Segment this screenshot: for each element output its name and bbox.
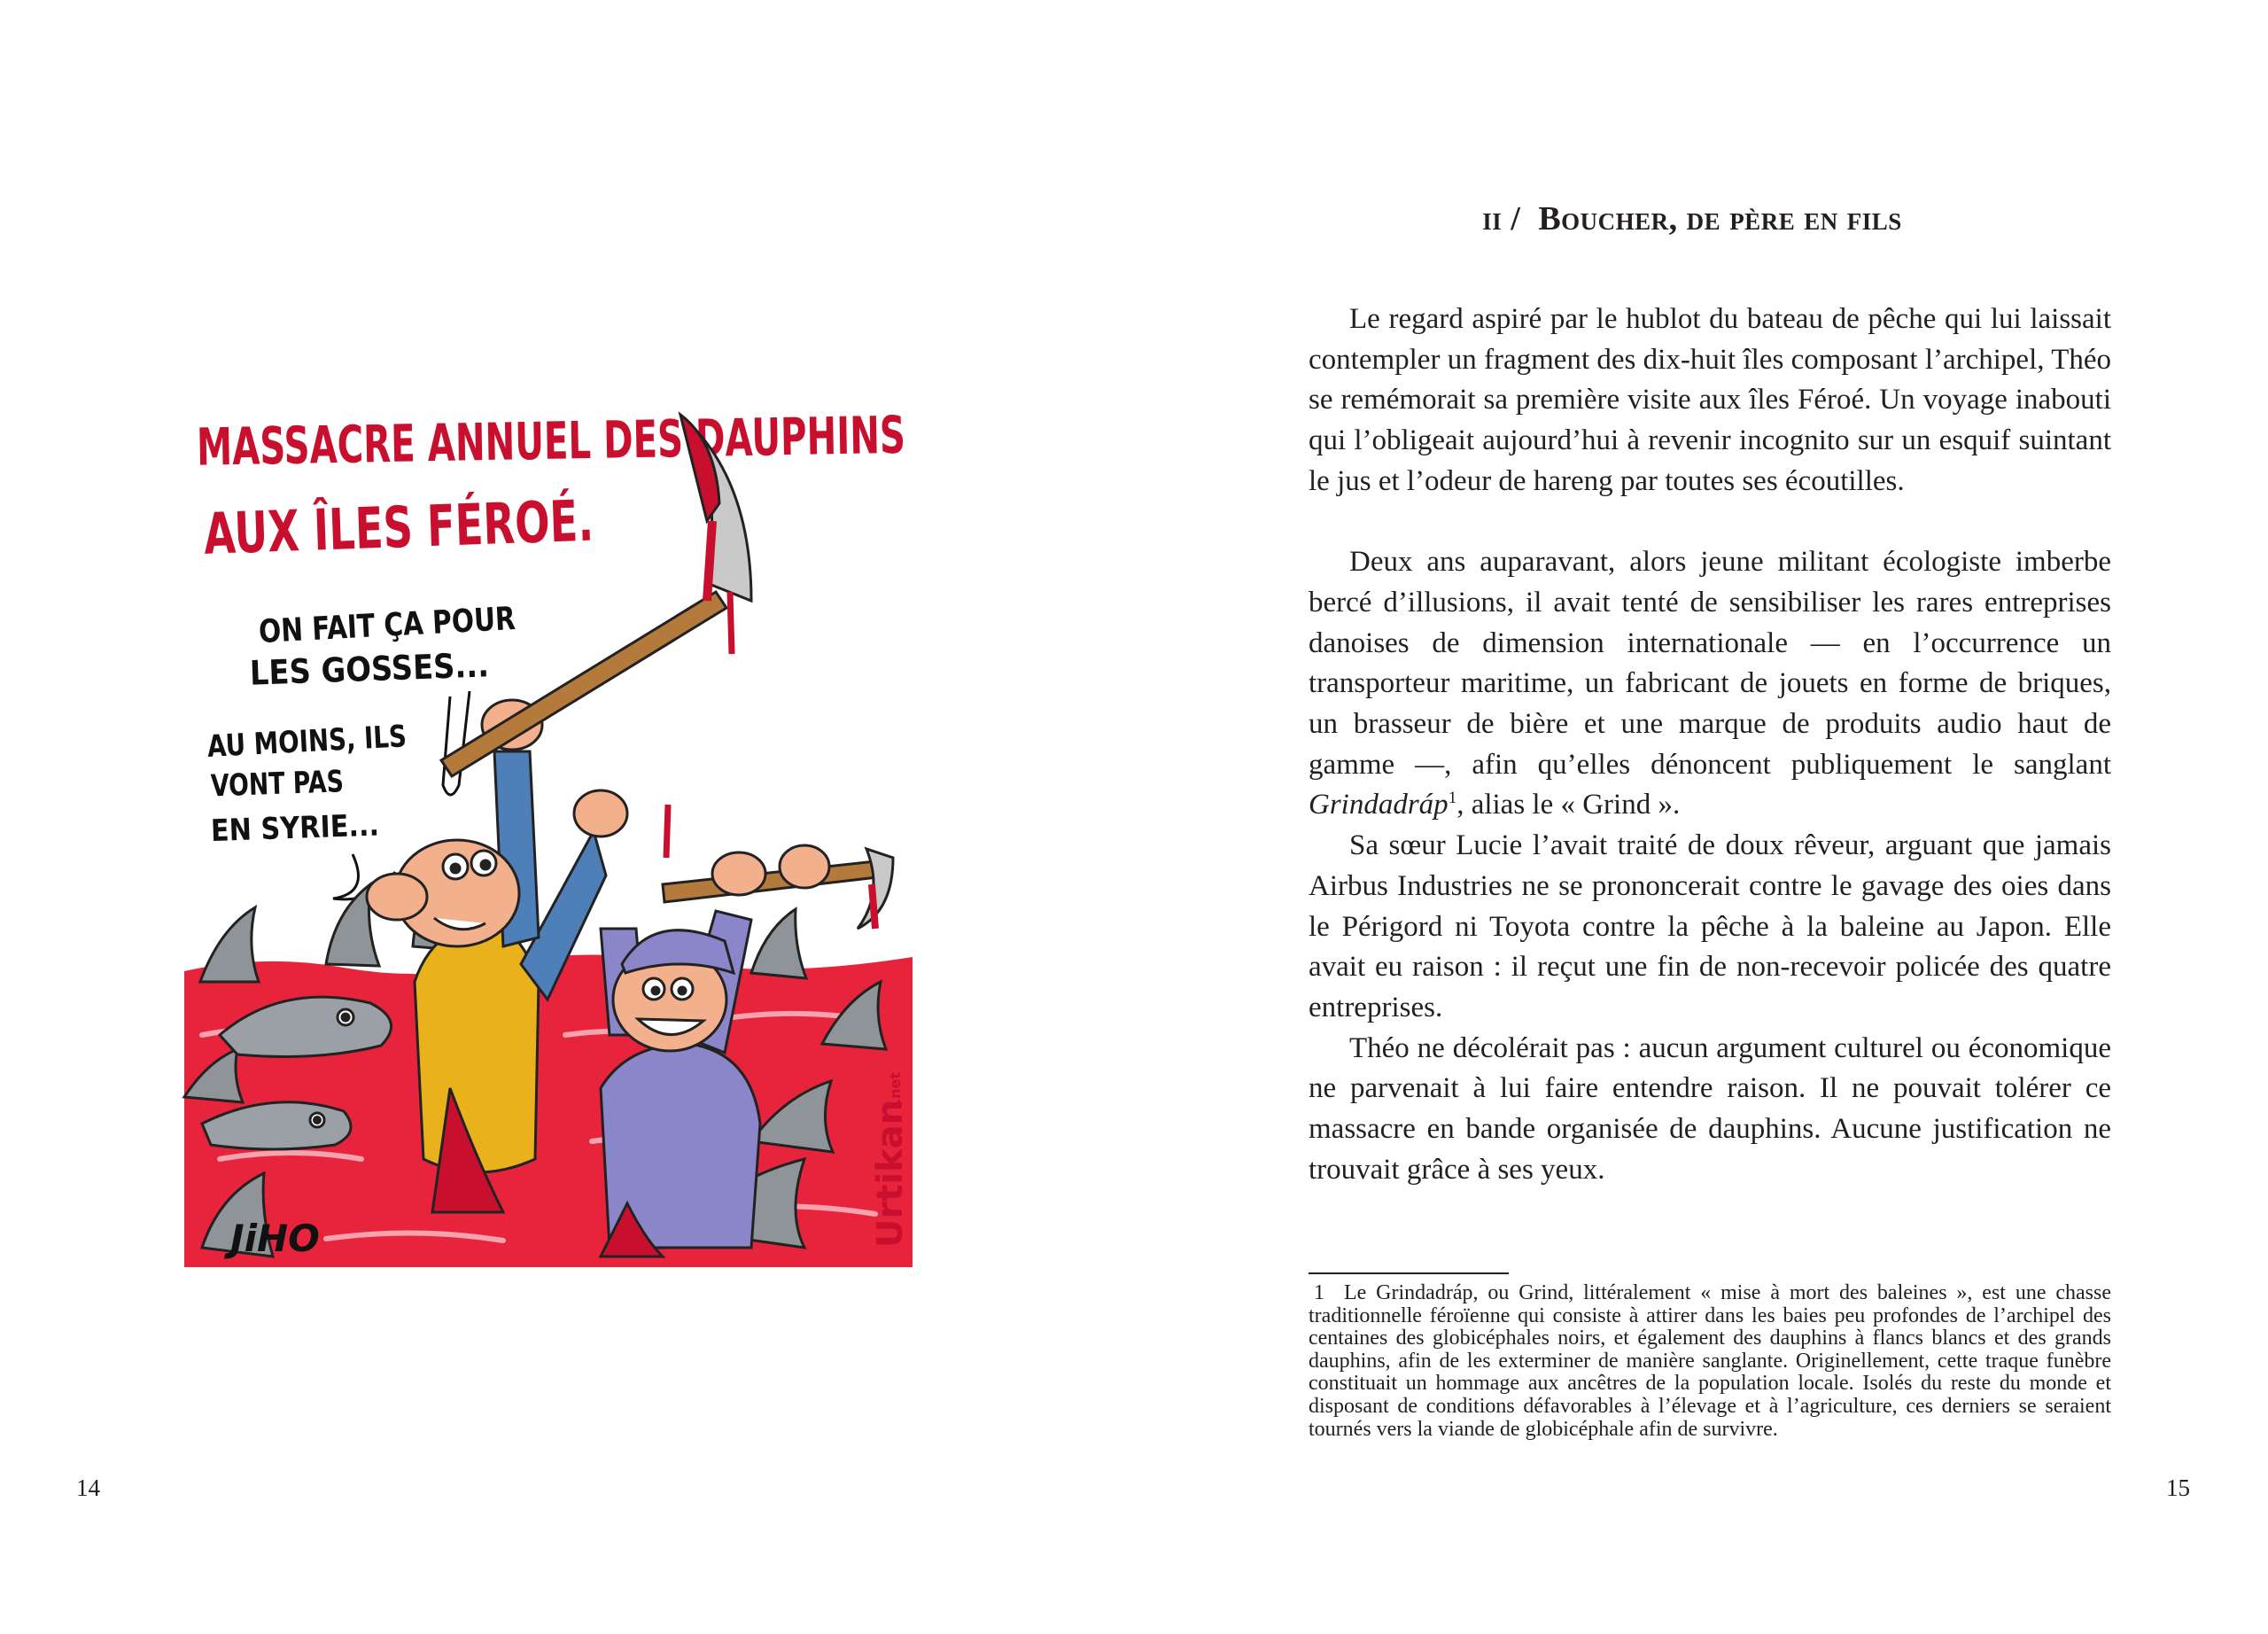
- cartoon-headline-line2: AUX ÎLES FÉROÉ.: [202, 483, 743, 568]
- bubble1-tail: [443, 691, 470, 795]
- paragraph-2-text: Deux ans auparavant, alors jeune militant écologiste imberbe bercé d’illusions, il avait tenté de sensibiliser les rares entreprises danoises de dimension internationale — en l’occurrence un transporteur maritime, un fabricant de jouets en forme de briques, un brasseur de bière et une marque de produits audio haut de gamme —, afin qu’elles dénoncent publiquement le sanglant: [1309, 546, 2111, 781]
- right-page: [1134, 0, 2268, 1634]
- cartoon-illustration: [184, 362, 1218, 1267]
- paragraph-2-end: , alias le « Grind ».: [1456, 789, 1681, 821]
- paragraph-1: Le regard aspiré par le hublot du bateau de pêche qui lui laissait contempler un fragment des dix-huit îles composant l’archipel, Théo se remémorait sa première visite aux îles Féroé. Un voyage inabouti qui l’obligeait aujourd’hui à revenir incognito sur un esquif suintant le jus et l’odeur de hareng par toutes ses écoutilles.: [1309, 303, 2111, 497]
- cartoon-signature: JiHO: [230, 1217, 320, 1260]
- credit-brand: Urtikan: [870, 1099, 911, 1248]
- cartoon-svg: [184, 362, 1218, 1267]
- footnote-mark: 1: [1314, 1281, 1324, 1304]
- chapter-number: ii /: [1482, 200, 1521, 237]
- paragraph-3: Sa sœur Lucie l’avait traité de doux rêveur, arguant que jamais Airbus Industries ne se prononcerait contre le gavage des oies dans le Périgord ni Toyota contre la pêche à la baleine au Japon. Elle avait eu raison : il reçut une fin de non-recevoir policée des quatre entreprises.: [1309, 829, 2111, 1023]
- footnote: [1309, 1282, 2111, 1441]
- chapter-body: [1309, 300, 2111, 1190]
- grindadrap-term: Grindadráp: [1309, 789, 1449, 821]
- bubble2-line3: EN SYRIE...: [210, 806, 400, 850]
- blood-drip: [666, 805, 668, 858]
- bubble1-line1: ON FAIT ÇA POUR: [258, 597, 572, 651]
- footnote-divider: [1309, 1272, 1509, 1274]
- paragraph-2: [1309, 542, 2111, 826]
- right-page-number: 15: [2166, 1474, 2190, 1501]
- man2: [601, 911, 760, 1257]
- footnote-text: Le Grindadráp, ou Grind, littéralement « mise à mort des baleines », est une chasse traditionnelle féroïenne qui consiste à attirer dans les baies peu profondes de l’archipel des centaines des globicéphales noirs, et également des dauphins à flancs blancs et des grands dauphins, afin de les exterminer de manière sanglante. Originellement, cette traque funèbre constituait un hommage aux ancêtres de la population locale. Isolés du reste du monde et disposant de conditions défavorables à l’élevage et à l’agriculture, ces derniers se seraient tournés vers la viande de globicéphale afin de survivre.: [1309, 1281, 2111, 1441]
- left-page-number: 14: [76, 1474, 100, 1501]
- cartoon-headline-line1: MASSACRE ANNUEL DES DAUPHINS: [196, 399, 1218, 478]
- bubble2-line2: VONT PAS: [210, 762, 381, 805]
- pickaxe-second: [663, 845, 893, 929]
- bubble1-line2: LES GOSSES...: [249, 644, 520, 693]
- bubble2-line1: AU MOINS, ILS: [206, 716, 454, 765]
- paragraph-4: Théo ne décolérait pas : aucun argument culturel ou économique ne parvenait à lui faire entendre raison. Il ne pouvait tolérer ce massacre en bande organisée de dauphins. Aucune justification ne trouvait grâce à ses yeux.: [1309, 1031, 2111, 1186]
- chapter-title: [1249, 199, 2135, 238]
- chapter-name: Boucher, de père en fils: [1538, 200, 1902, 237]
- footnote-reference[interactable]: 1: [1448, 789, 1457, 808]
- credit-suffix: .net: [887, 1072, 904, 1104]
